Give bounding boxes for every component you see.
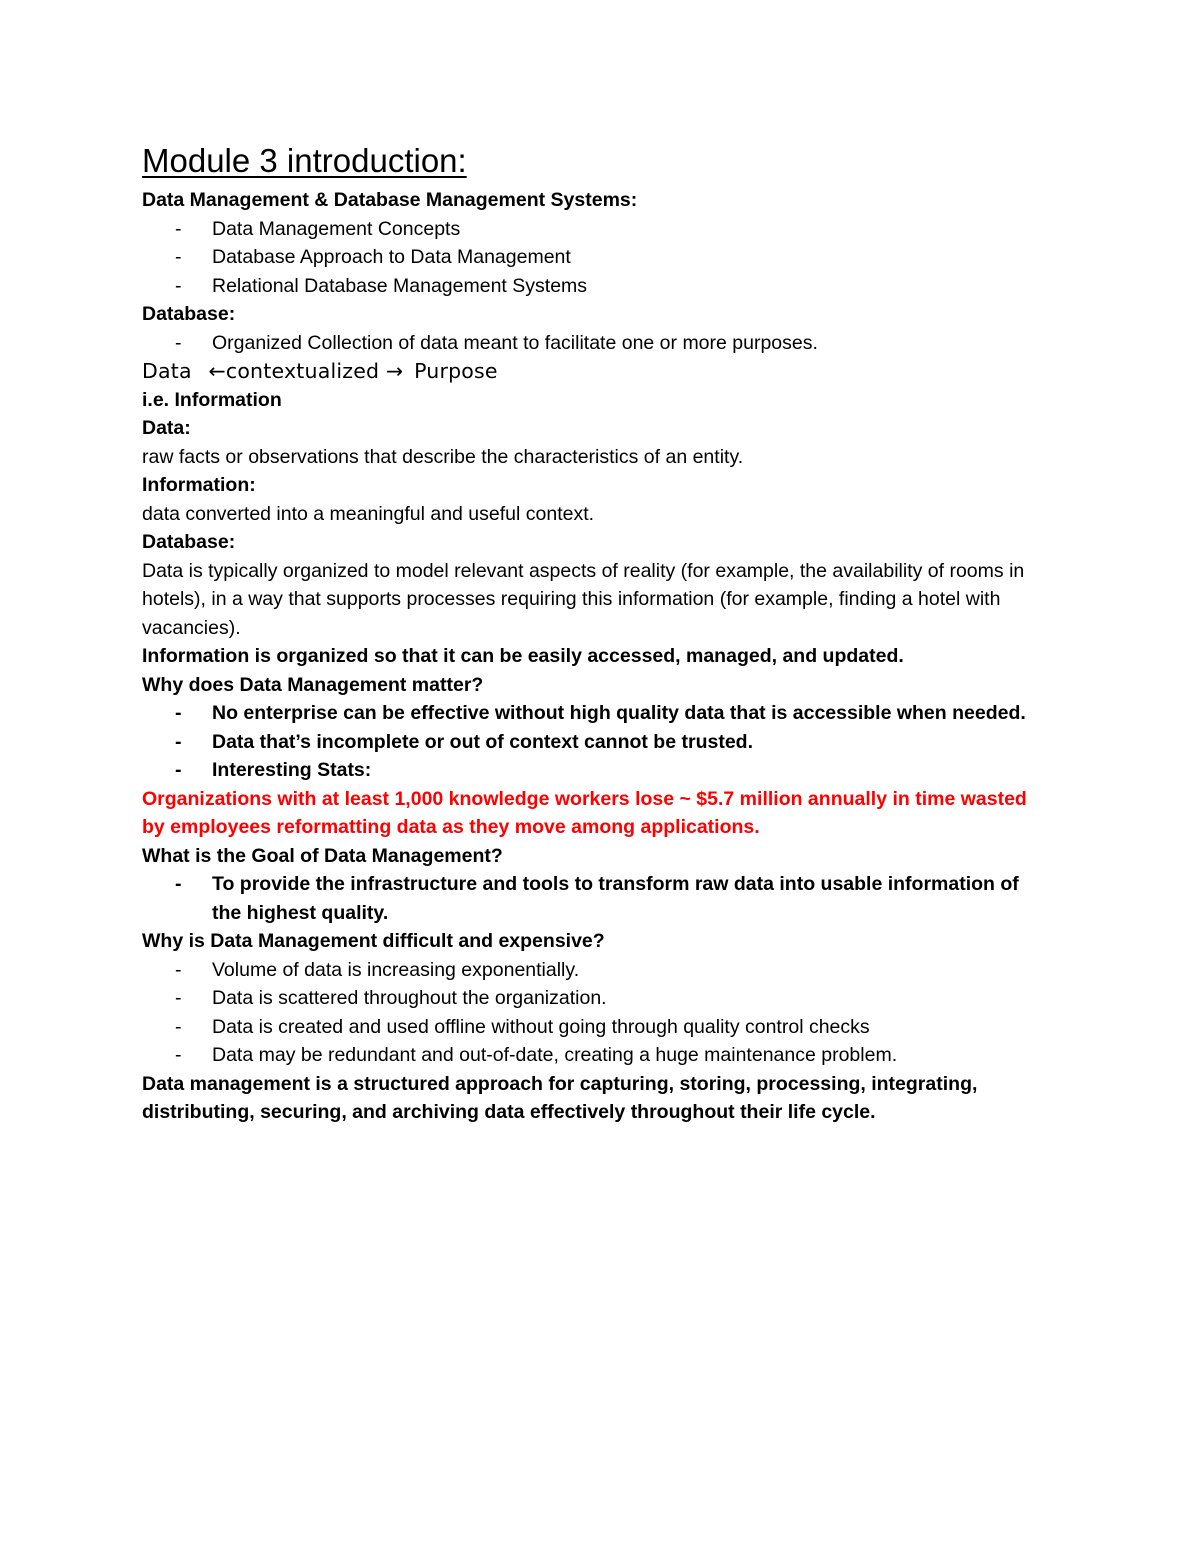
list-dash: - xyxy=(175,958,182,981)
flow-middle: ←contextualized → xyxy=(208,359,404,383)
list-item xyxy=(142,1013,1052,1042)
dm-heading: Data Management & Database Management Systems: xyxy=(142,189,638,211)
list-item-text: To provide the infrastructure and tools to transform raw data into usable information of the highest quality. xyxy=(212,873,1019,924)
goal-heading: What is the Goal of Data Management? xyxy=(142,844,503,867)
database-definition: Data is typically organized to model relevant aspects of reality (for example, the availability of rooms in hotels), in a way that supports processes requiring this information (for example, finding a hotel with vacancies). xyxy=(142,559,1025,639)
list-dash: - xyxy=(175,1015,182,1038)
database-heading: Database: xyxy=(142,303,236,325)
dm-list xyxy=(142,215,1052,301)
database-list xyxy=(142,329,1052,358)
flow-right: Purpose xyxy=(414,359,498,383)
list-item xyxy=(142,756,1052,785)
why-matter-heading: Why does Data Management matter? xyxy=(142,673,484,696)
list-dash: - xyxy=(175,274,182,297)
ie-line: i.e. Information xyxy=(142,388,282,411)
list-dash: - xyxy=(175,331,182,354)
list-dash: - xyxy=(175,1044,182,1066)
list-item xyxy=(142,870,1052,927)
list-item xyxy=(142,215,1052,244)
list-item-text: Data that’s incomplete or out of context cannot be trusted. xyxy=(212,730,753,753)
list-item-text: Relational Database Management Systems xyxy=(212,274,588,297)
information-definition: data converted into a meaningful and useful context. xyxy=(142,502,595,525)
list-item xyxy=(142,956,1052,985)
list-item-text: Data is created and used offline without going through quality control checks xyxy=(212,1015,870,1038)
list-dash: - xyxy=(175,246,182,268)
list-dash: - xyxy=(175,702,182,724)
information-organized-line: Information is organized so that it can be easily accessed, managed, and updated. xyxy=(142,645,904,667)
data-heading: Data: xyxy=(142,417,191,439)
list-item xyxy=(142,272,1052,301)
page-title: Module 3 introduction: xyxy=(142,142,467,179)
list-item xyxy=(142,699,1052,728)
list-dash: - xyxy=(175,730,182,753)
document-page xyxy=(142,140,1052,1127)
list-item-text: Data may be redundant and out-of-date, creating a huge maintenance problem. xyxy=(212,1044,898,1066)
list-item xyxy=(142,329,1052,358)
list-item-text: Organized Collection of data meant to facilitate one or more purposes. xyxy=(212,331,818,354)
list-item xyxy=(142,1041,1052,1070)
list-item xyxy=(142,984,1052,1013)
data-flow-line xyxy=(142,357,1052,386)
difficult-heading: Why is Data Management difficult and expensive? xyxy=(142,930,605,952)
goal-list xyxy=(142,870,1052,927)
flow-left: Data xyxy=(142,359,192,383)
information-heading: Information: xyxy=(142,474,256,496)
list-dash: - xyxy=(175,759,182,781)
data-definition: raw facts or observations that describe the characteristics of an entity. xyxy=(142,445,744,468)
list-item-text: Interesting Stats: xyxy=(212,759,372,781)
list-dash: - xyxy=(175,217,182,240)
stat-highlight: Organizations with at least 1,000 knowledge workers lose ~ $5.7 million annually in time wasted by employees reformatting data as they move among applications. xyxy=(142,787,1027,838)
list-item-text: Data Management Concepts xyxy=(212,217,461,240)
list-item-text: Data is scattered throughout the organization. xyxy=(212,987,607,1009)
list-item xyxy=(142,243,1052,272)
list-dash: - xyxy=(175,987,182,1009)
list-item xyxy=(142,728,1052,757)
list-item-text: Volume of data is increasing exponentially. xyxy=(212,958,580,981)
why-matter-list xyxy=(142,699,1052,785)
list-item-text: Database Approach to Data Management xyxy=(212,246,571,268)
list-item-text: No enterprise can be effective without high quality data that is accessible when needed. xyxy=(212,702,1026,724)
difficult-list xyxy=(142,956,1052,1070)
database-heading-2: Database: xyxy=(142,531,236,553)
list-dash: - xyxy=(175,873,182,895)
closing-statement: Data management is a structured approach for capturing, storing, processing, integrating, distributing, securing, and archiving data effectively throughout their life cycle. xyxy=(142,1072,978,1123)
